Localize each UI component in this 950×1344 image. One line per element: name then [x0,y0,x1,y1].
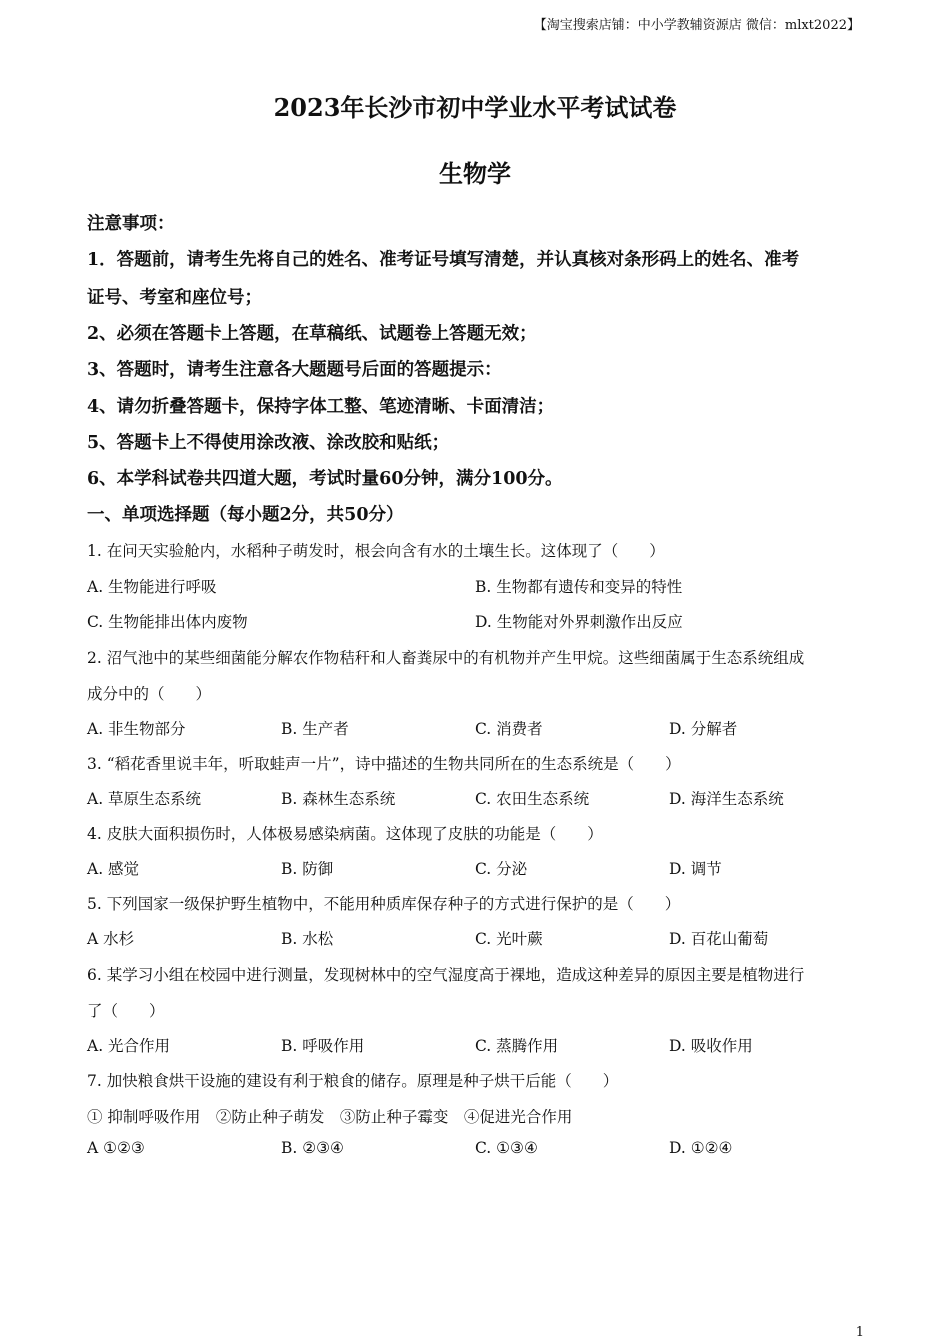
question-4-option-d: D. 调节 [669,860,722,878]
page-number: 1 [855,1325,864,1340]
note-line: 1．答题前，请考生先将自己的姓名、准考证号填写清楚，并认真核对条形码上的姓名、准考 [87,250,800,270]
question-6-stem: 6. 某学习小组在校园中进行测量，发现树林中的空气湿度高于裸地，造成这种差异的原因主要是植物进行 [87,966,805,984]
question-7-option-a: A ①②③ [87,1139,145,1157]
question-3-option-c: C. 农田生态系统 [475,790,590,808]
question-7-stem: 7. 加快粮食烘干设施的建设有利于粮食的储存。原理是种子烘干后能（ ） [87,1072,619,1090]
question-7-option-b: B. ②③④ [281,1139,344,1157]
question-3-stem: 3. “稻花香里说丰年，听取蛙声一片”，诗中描述的生物共同所在的生态系统是（ ） [87,755,681,773]
question-5-option-a: A 水杉 [87,930,135,948]
note-line: 证号、考室和座位号； [87,288,262,308]
question-6-option-c: C. 蒸腾作用 [475,1037,559,1055]
question-6-option-d: D. 吸收作用 [669,1037,753,1055]
question-3-option-a: A. 草原生态系统 [87,790,202,808]
question-6-option-a: A. 光合作用 [87,1037,171,1055]
question-4-option-a: A. 感觉 [87,860,140,878]
question-3-option-d: D. 海洋生态系统 [669,790,784,808]
exam-title: 2023年长沙市初中学业水平考试试卷 [273,93,677,122]
question-2-stem-cont: 成分中的（ ） [87,685,212,703]
question-7-option-d: D. ①②④ [669,1139,733,1157]
subject-title: 生物学 [439,159,511,188]
question-2-option-c: C. 消费者 [475,720,543,738]
note-line: 3、答题时，请考生注意各大题题号后面的答题提示： [87,360,502,380]
question-4-option-b: B. 防御 [281,860,334,878]
question-1-option-d: D. 生物能对外界刺激作出反应 [475,613,683,631]
question-5-option-b: B. 水松 [281,930,334,948]
question-5-option-d: D. 百花山葡萄 [669,930,769,948]
note-line: 6、本学科试卷共四道大题，考试时量60分钟，满分100分。 [87,469,563,489]
question-7-items: ① 抑制呼吸作用 ②防止种子萌发 ③防止种子霉变 ④促进光合作用 [87,1108,573,1126]
question-4-stem: 4. 皮肤大面积损伤时，人体极易感染病菌。这体现了皮肤的功能是（ ） [87,825,603,843]
section-heading: 一、单项选择题（每小题2分，共50分） [87,505,404,525]
question-2-option-a: A. 非生物部分 [87,720,186,738]
notes-heading: 注意事项： [87,214,175,234]
question-6-option-b: B. 呼吸作用 [281,1037,365,1055]
header-note: 【淘宝搜索店铺：中小学教辅资源店 微信：mlxt2022】 [533,18,860,33]
question-2-stem: 2. 沼气池中的某些细菌能分解农作物秸秆和人畜粪尿中的有机物并产生甲烷。这些细菌属于生态系统组成 [87,649,805,667]
question-7-option-c: C. ①③④ [475,1139,538,1157]
question-1-option-c: C. 生物能排出体内废物 [87,613,248,631]
question-2-option-b: B. 生产者 [281,720,349,738]
note-line: 4、请勿折叠答题卡，保持字体工整、笔迹清晰、卡面清洁； [87,397,555,417]
question-6-stem-cont: 了（ ） [87,1002,165,1020]
note-line: 5、答题卡上不得使用涂改液、涂改胶和贴纸； [87,433,450,453]
question-1-option-b: B. 生物都有遗传和变异的特性 [475,578,683,596]
note-line: 2、必须在答题卡上答题，在草稿纸、试题卷上答题无效； [87,324,537,344]
question-1-option-a: A. 生物能进行呼吸 [87,578,217,596]
question-5-stem: 5. 下列国家一级保护野生植物中，不能用种质库保存种子的方式进行保护的是（ ） [87,895,681,913]
question-1-stem: 1. 在问天实验舱内，水稻种子萌发时，根会向含有水的土壤生长。这体现了（ ） [87,542,665,560]
question-2-option-d: D. 分解者 [669,720,738,738]
question-5-option-c: C. 光叶蕨 [475,930,543,948]
question-4-option-c: C. 分泌 [475,860,528,878]
question-3-option-b: B. 森林生态系统 [281,790,396,808]
